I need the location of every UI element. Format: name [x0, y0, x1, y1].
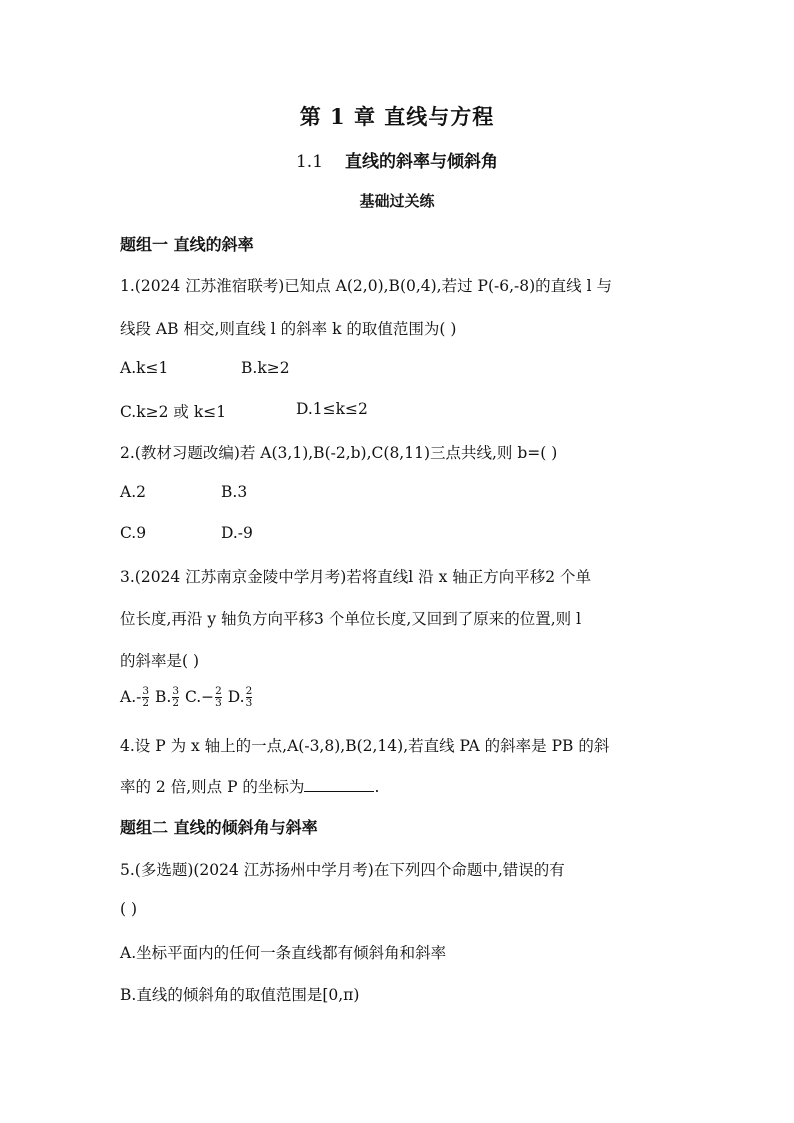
q3-option-a	[120, 685, 150, 709]
q3-option-d	[227, 685, 254, 709]
q3-option-b-fraction	[172, 686, 179, 709]
q4-line-1: 4.设 P 为 x 轴上的一点,A(-3,8),B(2,14),若直线 PA 的斜率是 PB 的斜	[120, 737, 610, 755]
q3-option-a-fraction	[142, 686, 149, 709]
level-heading: 基础过关练	[359, 192, 435, 210]
q3-options	[120, 686, 253, 709]
answer-blank[interactable]	[304, 777, 374, 792]
fraction-denominator: 2	[172, 697, 179, 709]
fraction-denominator: 2	[142, 697, 150, 709]
q3-option-c-fraction	[215, 686, 222, 709]
q3-option-b-label: B.	[154, 687, 172, 706]
q4-line-2-end: .	[374, 778, 380, 796]
q3-option-b	[154, 685, 180, 709]
fraction-denominator: 3	[215, 697, 222, 709]
section-title: 直线的斜率与倾斜角	[345, 152, 499, 172]
q1-option-c: C.k≥2 或 k≤1	[120, 403, 227, 421]
q2-option-d: D.-9	[221, 524, 253, 542]
group-heading-1: 题组一 直线的斜率	[120, 235, 254, 254]
q5-line-1: 5.(多选题)(2024 江苏扬州中学月考)在下列四个命题中,错误的有	[120, 861, 565, 879]
q2-option-a: A.2	[120, 483, 146, 501]
group-heading-2: 题组二 直线的倾斜角与斜率	[120, 818, 318, 837]
q3-option-c	[184, 685, 223, 709]
fraction-numerator: 2	[245, 685, 253, 697]
fraction-numerator: 2	[215, 685, 222, 697]
q1-option-d: D.1≤k≤2	[296, 400, 368, 418]
q1-line-2: 线段 AB 相交,则直线 l 的斜率 k 的取值范围为( )	[120, 320, 457, 338]
fraction-numerator: 3	[142, 685, 150, 697]
section-number: 1.1	[295, 152, 324, 172]
q4-line-2-text: 率的 2 倍,则点 P 的坐标为	[120, 778, 305, 796]
chapter-title: 第 1 章 直线与方程	[299, 104, 495, 129]
q3-line-2: 位长度,再沿 y 轴负方向平移3 个单位长度,又回到了原来的位置,则 l	[120, 610, 582, 628]
section-heading	[0, 147, 794, 172]
q2-line-1: 2.(教材习题改编)若 A(3,1),B(-2,b),C(8,11)三点共线,则 b=( )	[120, 444, 558, 462]
q5-line-2: ( )	[120, 900, 138, 918]
q3-option-d-label: D.	[227, 687, 245, 706]
q3-line-1: 3.(2024 江苏南京金陵中学月考)若将直线l 沿 x 轴正方向平移2 个单	[120, 568, 592, 586]
q5-option-b: B.直线的倾斜角的取值范围是[0,π)	[120, 986, 360, 1004]
q3-option-a-label: A.-	[120, 687, 142, 706]
q3-option-c-label: C.−	[184, 687, 215, 706]
q1-option-a: A.k≤1	[120, 359, 169, 377]
q4-line-2	[120, 775, 379, 797]
q2-option-b: B.3	[221, 483, 248, 501]
q2-option-c: C.9	[120, 524, 147, 542]
q1-option-b: B.k≥2	[241, 359, 290, 377]
fraction-numerator: 3	[172, 685, 179, 697]
q3-option-d-fraction	[246, 686, 253, 709]
fraction-denominator: 3	[245, 697, 253, 709]
q3-line-3: 的斜率是( )	[120, 652, 200, 670]
q1-line-1: 1.(2024 江苏淮宿联考)已知点 A(2,0),B(0,4),若过 P(-6,-8)的直线 l 与	[120, 277, 612, 295]
q5-option-a: A.坐标平面内的任何一条直线都有倾斜角和斜率	[120, 944, 447, 962]
